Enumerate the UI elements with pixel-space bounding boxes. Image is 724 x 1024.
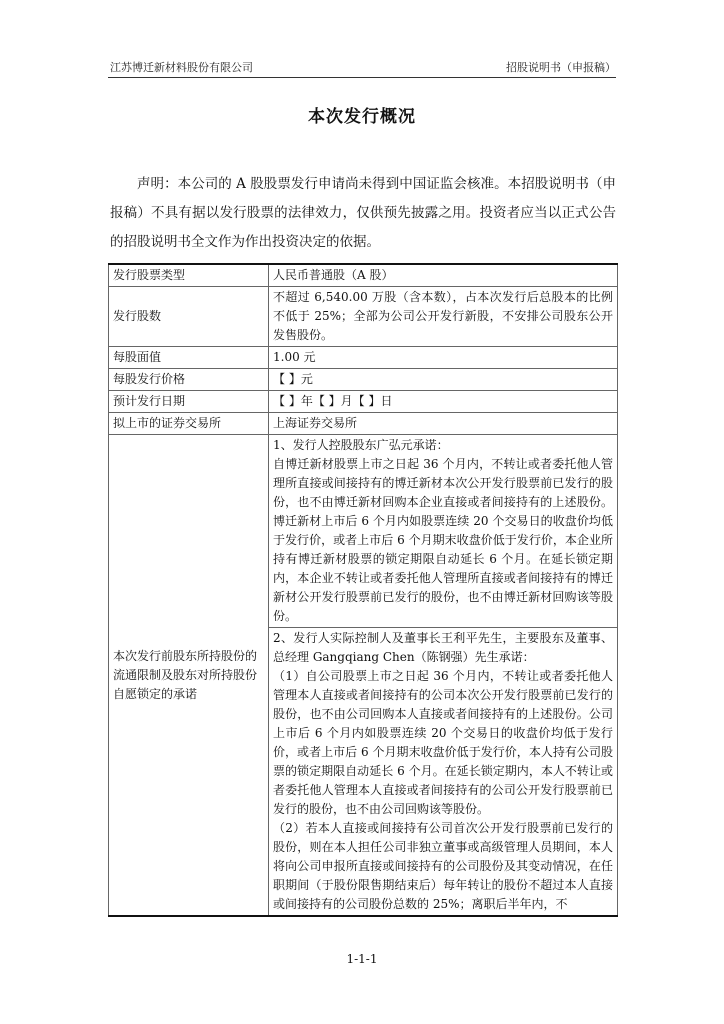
table-row [109, 435, 618, 628]
section-title: 本次发行概况 [308, 107, 416, 127]
row-key: 拟上市的证券交易所 [109, 413, 269, 435]
row-key: 每股发行价格 [109, 369, 269, 391]
table-row [109, 287, 618, 347]
declaration [110, 170, 616, 257]
table-row [109, 264, 618, 287]
lockup-block-2-title: 2、发行人实际控制人及董事长王利平先生，主要股东及董事、总经理 Gangqiang Chen（陈钢强）先生承诺： [273, 631, 613, 664]
page-number: 1-1-1 [346, 952, 378, 966]
row-value: 【 】元 [269, 369, 618, 391]
header-doc-title: 招股说明书（申报稿） [506, 61, 616, 74]
table-row [109, 369, 618, 391]
header-divider [108, 77, 616, 78]
row-value: 上海证券交易所 [269, 413, 618, 435]
row-value: 人民币普通股（A 股） [269, 264, 618, 287]
row-value: 1.00 元 [269, 347, 618, 369]
lockup-key: 本次发行前股东所持股份的流通限制及股东对所持股份自愿锁定的承诺 [109, 435, 269, 917]
lockup-block-1-body: 自博迁新材股票上市之日起 36 个月内，不转让或者委托他人管理所直接或间接持有的博迁新材本次公开发行股票前已发行的股份，也不由博迁新材回购本企业直接或者间接持有的上述股份。博迁新材上市后 6 个月内如股票连续 20 个交易日的收盘价均低于发行价，或者上市后 6 个月期末收盘价低于发行价，本企业所持有博迁新材股票的锁定期限自动延长 6 个月。在延长锁定期内，本企业不转让或者委托他人管理所直接或者间接持有的博迁新材公开发行股票前已发行的股份，也不由博迁新材回购该等股份。 [273, 457, 613, 623]
lockup-block-1-title: 1、发行人控股股东广弘元承诺： [273, 438, 449, 452]
lockup-block-1 [269, 435, 618, 628]
lockup-block-2 [269, 628, 618, 917]
offering-table [108, 263, 618, 917]
row-key: 每股面值 [109, 347, 269, 369]
row-key: 预计发行日期 [109, 391, 269, 413]
row-key: 发行股数 [109, 287, 269, 347]
row-value: 【 】年【 】月【 】日 [269, 391, 618, 413]
row-value: 不超过 6,540.00 万股（含本数），占本次发行后总股本的比例不低于 25%；全部为公司公开发行新股，不安排公司股东公开发售股份。 [269, 287, 618, 347]
lockup-block-2-p1: （1）自公司股票上市之日起 36 个月内，不转让或者委托他人管理本人直接或者间接持有的公司本次公开发行股票前已发行的股份，也不由公司回购本人直接或者间接持有的上述股份。公司上市后 6 个月内如股票连续 20 个交易日的收盘价均低于发行价，或者上市后 6 个月期末收盘价低于发行价，本人持有公司股票的锁定期限自动延长 6 个月。在延长锁定期内，本人不转让或者委托他人管理本人直接或者间接持有的公司公开发行股票前已发行的股份，也不由公司回购该等股份。 [273, 669, 613, 816]
table-row [109, 347, 618, 369]
header-company: 江苏博迁新材料股份有限公司 [110, 61, 253, 74]
table-row [109, 391, 618, 413]
lockup-block-2-p2: （2）若本人直接或间接持有公司首次公开发行股票前已发行的股份，则在本人担任公司非独立董事或高级管理人员期间，本人将向公司申报所直接或间接持有的公司股份及其变动情况，在任职期间（于股份限售期结束后）每年转让的股份不超过本人直接或间接持有的公司股份总数的 25%；离职后半年内，不 [273, 821, 613, 911]
declaration-text: 声明：本公司的 A 股股票发行申请尚未得到中国证监会核准。本招股说明书（申报稿）不具有据以发行股票的法律效力，仅供预先披露之用。投资者应当以正式公告的招股说明书全文作为作出投资决定的依据。 [110, 176, 616, 250]
table-row [109, 413, 618, 435]
row-key: 发行股票类型 [109, 264, 269, 287]
